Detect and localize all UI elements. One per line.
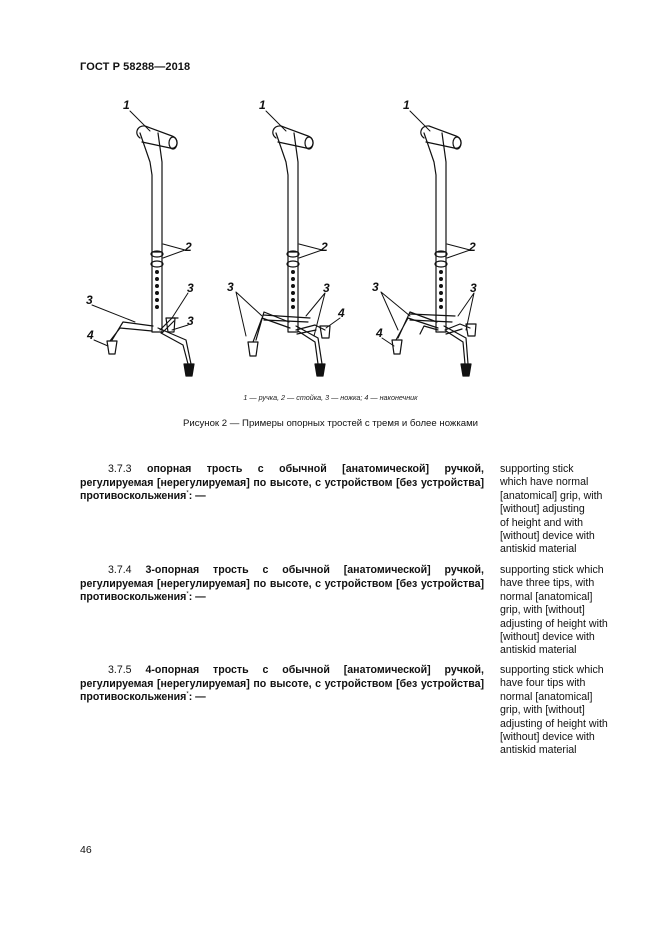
callout-3: 3 bbox=[86, 293, 93, 307]
english-line: antiskid material bbox=[500, 644, 577, 657]
english-line: normal [anatomical] bbox=[500, 690, 593, 703]
callout-1: 1 bbox=[123, 98, 130, 112]
leader-lines bbox=[92, 111, 474, 346]
term-suffix: : — bbox=[188, 691, 206, 704]
english-line: of height and with bbox=[500, 516, 584, 529]
english-line: supporting stick bbox=[500, 463, 574, 475]
callout-3: 3 bbox=[187, 281, 194, 295]
callout-3: 3 bbox=[470, 281, 477, 295]
page-number: 46 bbox=[80, 844, 92, 856]
english-line: supporting stick which bbox=[500, 564, 604, 576]
english-line: supporting stick which bbox=[500, 664, 604, 676]
figure-canes bbox=[0, 0, 661, 400]
english-line: grip, with [without] bbox=[500, 704, 585, 717]
document-header: ГОСТ Р 58288—2018 bbox=[80, 61, 191, 73]
term-3-7-4-english bbox=[500, 564, 620, 658]
term-text: 3-опорная трость с обычной [анатомической] ручкой, регулируемая [нерегулируемая] по высоте, с устройством [без устройства] противоскольжения bbox=[80, 564, 484, 604]
english-line: antiskid material bbox=[500, 744, 577, 757]
callout-1: 1 bbox=[403, 98, 410, 112]
footnote-mark: * bbox=[186, 490, 189, 497]
english-line: adjusting of height with bbox=[500, 617, 608, 630]
english-line: [without] device with bbox=[500, 731, 595, 744]
term-suffix: : — bbox=[188, 490, 206, 503]
english-line: [without] device with bbox=[500, 530, 595, 543]
term-text: 4-опорная трость с обычной [анатомической] ручкой, регулируемая [нерегулируемая] по высоте, с устройством [без устройства] противоскольжения bbox=[80, 664, 484, 704]
figure-caption: Рисунок 2 — Примеры опорных тростей с тремя и более ножками bbox=[182, 418, 479, 429]
term-number: 3.7.3 bbox=[108, 463, 148, 475]
english-line: adjusting of height with bbox=[500, 717, 608, 730]
english-line: antiskid material bbox=[500, 543, 577, 556]
callout-labels bbox=[86, 98, 477, 342]
callout-3: 3 bbox=[227, 280, 234, 294]
term-3-7-3-english bbox=[500, 463, 620, 557]
cane-2-illustration bbox=[248, 126, 330, 376]
callout-1: 1 bbox=[259, 98, 266, 112]
callout-2: 2 bbox=[321, 240, 328, 254]
term-suffix: : — bbox=[188, 591, 206, 604]
callout-4: 4 bbox=[376, 326, 383, 340]
term-3-7-4 bbox=[80, 564, 484, 605]
term-number: 3.7.5 bbox=[108, 664, 146, 676]
footnote-mark: * bbox=[186, 691, 189, 698]
callout-2: 2 bbox=[185, 240, 192, 254]
term-number: 3.7.4 bbox=[108, 564, 146, 576]
english-line: grip, with [without] bbox=[500, 604, 585, 617]
callout-4: 4 bbox=[87, 328, 94, 342]
english-line: [without] device with bbox=[500, 631, 595, 644]
english-line: have three tips, with bbox=[500, 577, 595, 590]
term-3-7-5 bbox=[80, 664, 484, 705]
callout-2: 2 bbox=[469, 240, 476, 254]
english-line: which have normal bbox=[500, 476, 589, 489]
term-3-7-3 bbox=[80, 463, 484, 504]
callout-3: 3 bbox=[323, 281, 330, 295]
english-line: normal [anatomical] bbox=[500, 590, 593, 603]
term-text: опорная трость с обычной [анатомической] ручкой, регулируемая [нерегулируемая] по высоте, с устройством [без устройства] противоскольжения bbox=[80, 463, 484, 503]
english-line: [anatomical] grip, with bbox=[500, 489, 603, 502]
callout-3: 3 bbox=[187, 314, 194, 328]
term-3-7-5-english bbox=[500, 664, 620, 758]
figure-legend: 1 — ручка, 2 — стойка, 3 — ножка; 4 — наконечник bbox=[243, 393, 418, 402]
cane-3-illustration bbox=[392, 126, 476, 376]
callout-3: 3 bbox=[372, 280, 379, 294]
english-line: [without] adjusting bbox=[500, 503, 585, 516]
english-line: have four tips with bbox=[500, 677, 586, 690]
footnote-mark: * bbox=[186, 591, 189, 598]
callout-4: 4 bbox=[338, 306, 345, 320]
